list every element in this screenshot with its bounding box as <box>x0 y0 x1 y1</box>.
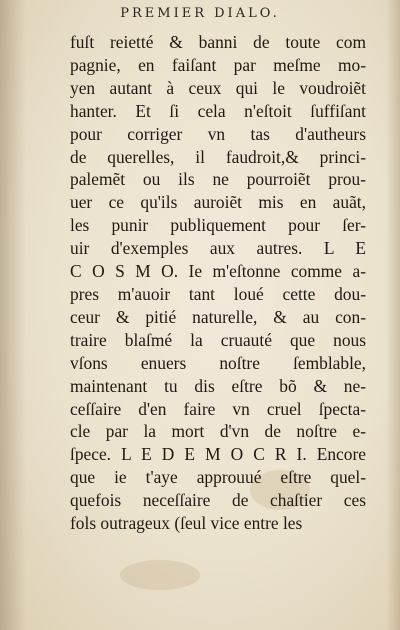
text-line: ceur & pitié naturelle, & au con- <box>70 306 366 327</box>
text-line: pagnie, en faiſant par meſme mo- <box>70 54 366 75</box>
text-line: fuſt reietté & banni de toute com <box>70 32 366 52</box>
text-line: de querelles, il faudroit,& princi- <box>70 146 366 167</box>
text-line: hanter. Et ſi cela n'eſtoit ſuffiſant <box>70 100 366 121</box>
text-line: vſons enuers noſtre ſemblable, <box>70 352 366 373</box>
text-line: que ie t'aye approuué eſtre quel- <box>70 467 366 488</box>
text-line: pres m'auoir tant loué cette dou- <box>70 283 366 304</box>
text-line: uir d'exemples aux autres. L E <box>70 238 366 259</box>
text-line: les punir publiquement pour ſer- <box>70 215 366 236</box>
text-line: quefois neceſſaire de chaſtier ces <box>70 490 366 511</box>
text-line: ceſſaire d'en faire vn cruel ſpecta- <box>70 398 366 419</box>
text-line: C O S M O. Ie m'eſtonne comme a- <box>70 261 366 282</box>
text-line: cle par la mort d'vn de noſtre e- <box>70 421 366 442</box>
text-line: ſpece. L E D E M O C R I. Encore <box>70 444 366 465</box>
text-line: uer ce qu'ils auroiẽt mis en auãt, <box>70 192 366 213</box>
text-line: palemẽt ou ils ne pourroiẽt prou- <box>70 169 366 190</box>
text-line: yen autant à ceux qui le voudroiẽt <box>70 77 366 98</box>
binding-shadow <box>0 0 26 630</box>
text-line: maintenant tu dis eſtre bõ & ne- <box>70 375 366 396</box>
foxing-stain <box>120 560 200 590</box>
running-head: PREMIER DIALO. <box>120 6 280 21</box>
body-text <box>70 31 366 535</box>
text-line: pour corriger vn tas d'autheurs <box>70 123 366 144</box>
text-line: fols outrageux (ſeul vice entre les <box>70 513 303 534</box>
text-line: traire blaſmé la cruauté que nous <box>70 329 366 350</box>
page-edge <box>386 0 400 630</box>
